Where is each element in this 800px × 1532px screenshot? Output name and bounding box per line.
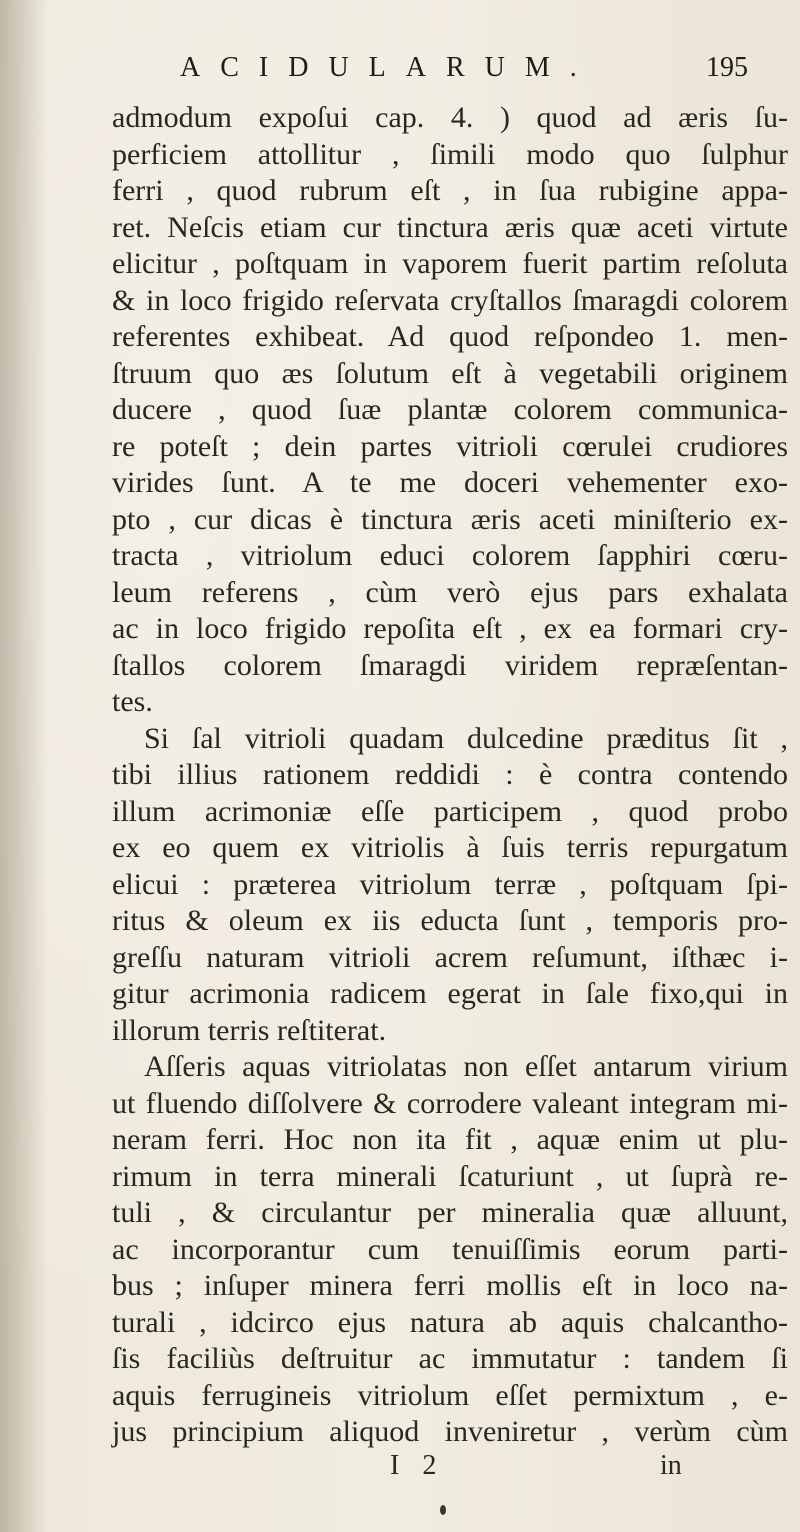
text-line: illorum terris reſtiterat. <box>112 1013 387 1047</box>
text-line: tes. <box>112 685 153 718</box>
text-line: neram ferri. Hoc non ita fit , aquæ enim ut plu- <box>112 1123 788 1156</box>
text-line: ſtallos colorem ſmaragdi viridem repræſentan- <box>112 648 788 682</box>
page-footer <box>0 1450 800 1490</box>
text-line: ac incorporantur cum tenuiſſimis eorum parti- <box>112 1232 788 1266</box>
text-line: ac in loco frigido repoſita eſt , ex ea formari cry- <box>112 612 788 645</box>
text-line: ſtruum quo æs ſolutum eſt à vegetabili originem <box>112 356 788 390</box>
text-line: ſis faciliùs deſtruitur ac immutatur : tandem ſi <box>112 1342 788 1375</box>
text-line: re poteſt ; dein partes vitrioli cœrulei crudiores <box>112 429 788 463</box>
text-line: ex eo quem ex vitriolis à ſuis terris repurgatum <box>112 831 788 864</box>
text-line: elicui : præterea vitriolum terræ , poſtquam ſpi- <box>112 867 788 901</box>
gutter-shadow <box>0 0 48 1532</box>
text-line: ut fluendo diſſolvere & corrodere valeant integram mi- <box>112 1086 788 1120</box>
ink-speck <box>440 1505 446 1515</box>
text-line: ferri , quod rubrum eſt , in ſua rubigine appa- <box>112 174 788 207</box>
text-line: turali , idcirco ejus natura ab aquis chalcantho- <box>112 1305 788 1339</box>
text-line: aquis ferrugineis vitriolum eſſet permixtum , e- <box>112 1378 788 1412</box>
text-line: Si ſal vitrioli quadam dulcedine præditus ſit , <box>144 721 788 755</box>
text-line: elicitur , poſtquam in vaporem fuerit partim reſoluta <box>112 247 788 280</box>
text-line: jus principium aliquod inveniretur , verùm cùm <box>112 1415 788 1448</box>
text-line: ducere , quod ſuæ plantæ colorem communica- <box>112 393 788 426</box>
running-head <box>0 52 800 88</box>
signature-mark: I 2 <box>390 1450 445 1481</box>
text-line: illum acrimoniæ eſſe participem , quod probo <box>112 794 788 828</box>
text-line: perficiem attollitur , ſimili modo quo ſulphur <box>112 137 788 171</box>
catchword: in <box>660 1450 682 1481</box>
text-line: tibi illius rationem reddidi : è contra contendo <box>112 758 788 791</box>
page-number: 195 <box>706 52 748 83</box>
text-line: tracta , vitriolum educi colorem ſapphiri cœru- <box>112 539 788 572</box>
text-line: bus ; inſuper minera ferri mollis eſt in loco na- <box>112 1269 788 1302</box>
text-line: rimum in terra minerali ſcaturiunt , ut ſuprà re- <box>112 1159 788 1193</box>
body-text <box>112 100 788 1451</box>
text-line: tuli , & circulantur per mineralia quæ alluunt, <box>112 1196 788 1229</box>
text-line: greſſu naturam vitrioli acrem reſumunt, iſthæc i- <box>112 940 788 974</box>
text-line: referentes exhibeat. Ad quod reſpondeo 1. men- <box>112 320 788 353</box>
text-line: leum referens , cùm verò ejus pars exhalata <box>112 575 788 609</box>
text-line: Aſſeris aquas vitriolatas non eſſet antarum virium <box>144 1050 788 1083</box>
text-line: pto , cur dicas è tinctura æris aceti miniſterio ex- <box>112 502 788 536</box>
text-line: ritus & oleum ex iis educta ſunt , temporis pro- <box>112 904 788 937</box>
text-line: & in loco frigido reſervata cryſtallos ſmaragdi colorem <box>112 283 788 317</box>
text-line: gitur acrimonia radicem egerat in ſale fixo,qui in <box>112 977 788 1010</box>
text-line: virides ſunt. A te me doceri vehementer exo- <box>112 466 788 499</box>
text-line: ret. Neſcis etiam cur tinctura æris quæ aceti virtute <box>112 210 788 244</box>
running-title: ACIDULARUM. <box>180 52 597 83</box>
text-line: admodum expoſui cap. 4. ) quod ad æris ſu- <box>112 101 788 134</box>
